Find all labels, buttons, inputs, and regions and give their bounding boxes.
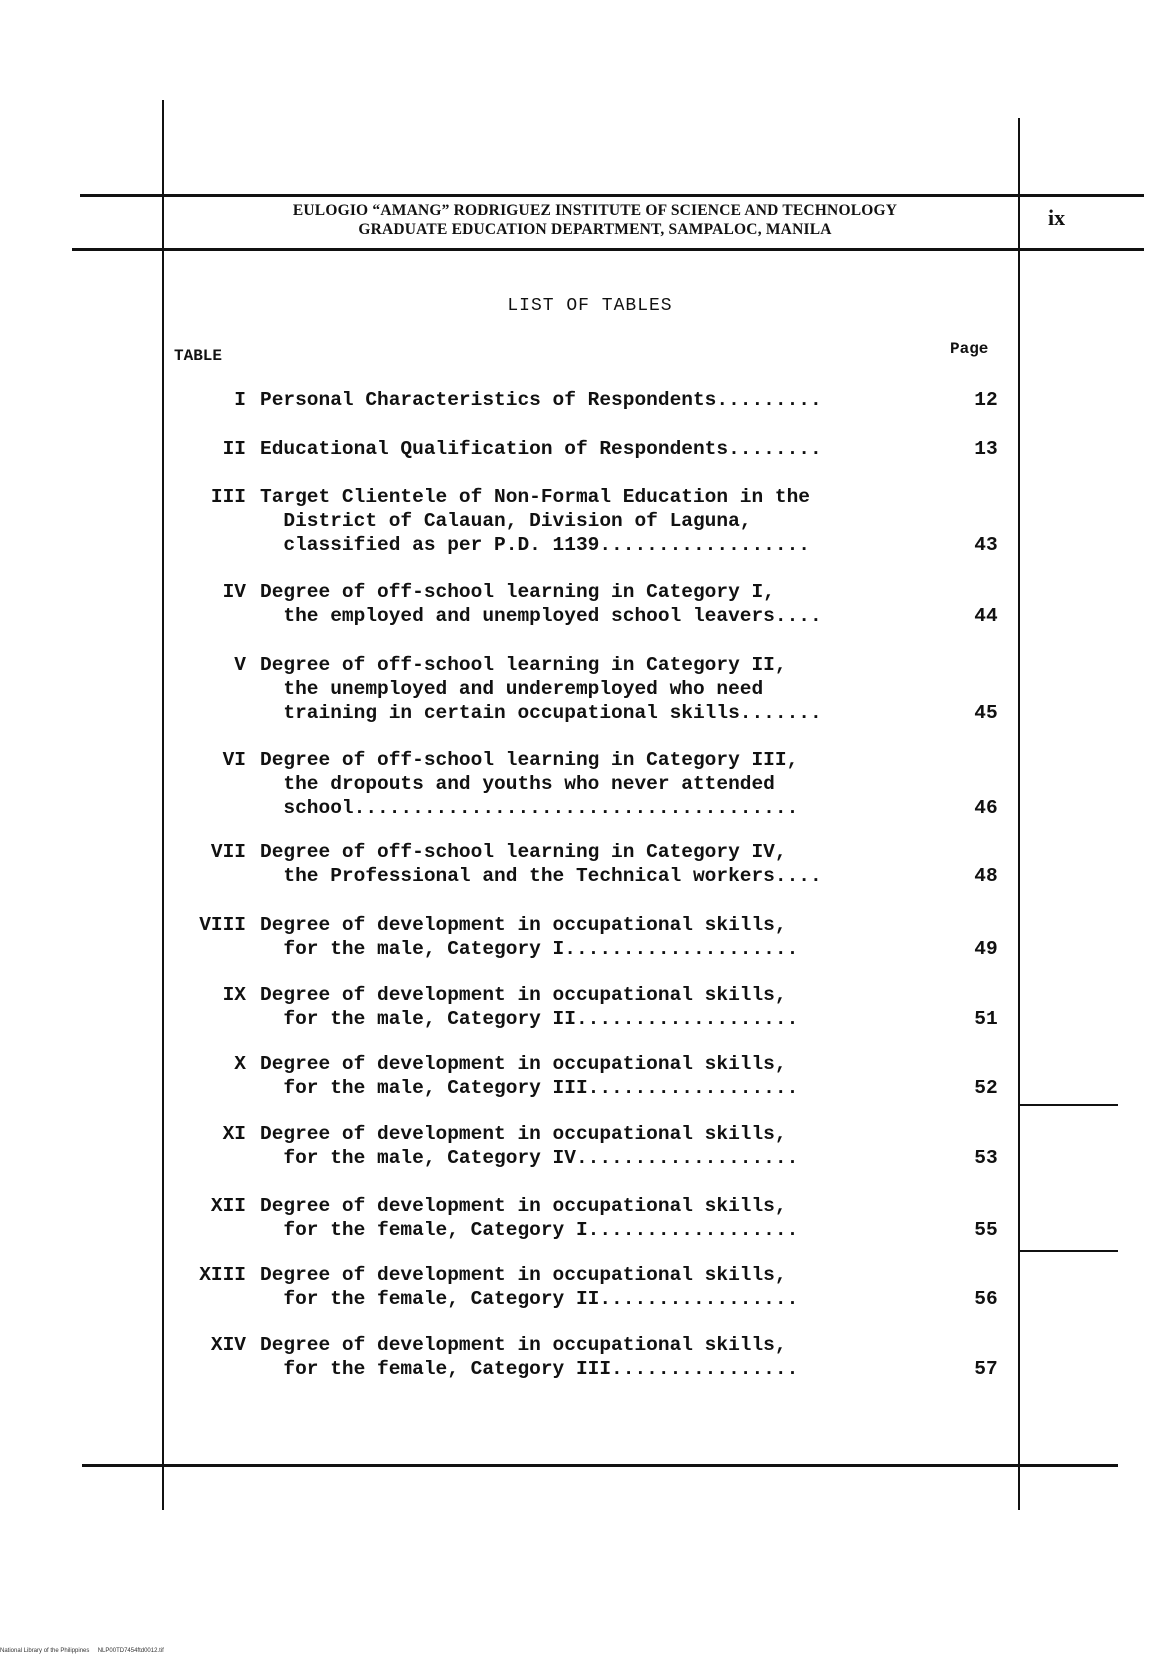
description-line: the unemployed and underemployed who need xyxy=(260,678,764,700)
table-page-number: 52 xyxy=(974,1077,998,1099)
description-line: Degree of off-school learning in Category IV, xyxy=(260,841,787,863)
table-description xyxy=(260,913,960,961)
table-page-number: 57 xyxy=(974,1358,998,1380)
table-page-number: 12 xyxy=(974,389,998,411)
page-number: ix xyxy=(1048,205,1066,230)
table-page-number: 43 xyxy=(974,534,998,556)
table-page-number: 49 xyxy=(974,938,998,960)
description-line: Degree of development in occupational skills, xyxy=(260,1123,787,1145)
table-numeral: VI xyxy=(222,749,246,771)
table-description xyxy=(260,840,960,888)
table-numeral: IX xyxy=(222,984,246,1006)
table-page-number: 56 xyxy=(974,1288,998,1310)
right-margin-rule xyxy=(1018,118,1020,1510)
description-line: Educational Qualification of Respondents........ xyxy=(260,438,822,460)
description-line: the Professional and the Technical workers.... xyxy=(260,865,822,887)
description-line: Degree of off-school learning in Category III, xyxy=(260,749,799,771)
table-numeral: VIII xyxy=(199,914,246,936)
table-numeral: XIV xyxy=(210,1334,246,1356)
table-column-header: TABLE xyxy=(174,347,223,365)
description-line: classified as per P.D. 1139.................. xyxy=(260,534,810,556)
description-line: Degree of development in occupational skills, xyxy=(260,1053,787,1075)
description-line: for the male, Category I.................... xyxy=(260,938,799,960)
description-line: District of Calauan, Division of Laguna, xyxy=(260,510,752,532)
table-description xyxy=(260,1333,960,1381)
table-page-number: 13 xyxy=(974,438,998,460)
description-line: Degree of off-school learning in Category II, xyxy=(260,654,787,676)
description-line: training in certain occupational skills....... xyxy=(260,702,822,724)
scan-footer-note: National Library of the Philippines NLP00TD7454ftd0012.tif xyxy=(0,1648,164,1654)
footer-rule xyxy=(82,1464,1118,1467)
description-line: Degree of development in occupational skills, xyxy=(260,984,787,1006)
header-bottom-rule xyxy=(72,248,1144,251)
table-numeral: IV xyxy=(222,581,246,603)
table-description xyxy=(260,748,960,820)
page-title: LIST OF TABLES xyxy=(507,296,673,316)
description-line: for the female, Category III................ xyxy=(260,1358,799,1380)
table-description xyxy=(260,388,960,412)
description-line: Degree of development in occupational skills, xyxy=(260,1195,787,1217)
table-page-number: 55 xyxy=(974,1219,998,1241)
table-description xyxy=(260,437,960,461)
institution-name: EULOGIO “AMANG” RODRIGUEZ INSTITUTE OF SCIENCE AND TECHNOLOGY xyxy=(292,202,898,219)
table-description xyxy=(260,485,960,557)
left-margin-rule xyxy=(162,100,164,1510)
table-numeral: III xyxy=(210,486,246,508)
table-description xyxy=(260,1122,960,1170)
letterhead xyxy=(170,201,1020,239)
table-page-number: 51 xyxy=(974,1008,998,1030)
description-line: for the female, Category I.................. xyxy=(260,1219,799,1241)
description-line: for the female, Category II................. xyxy=(260,1288,799,1310)
table-page-number: 45 xyxy=(974,702,998,724)
table-page-number: 46 xyxy=(974,797,998,819)
table-numeral: VII xyxy=(210,841,246,863)
description-line: Target Clientele of Non-Formal Education in the xyxy=(260,486,810,508)
table-description xyxy=(260,983,960,1031)
description-line: the employed and unemployed school leavers.... xyxy=(260,605,822,627)
table-page-number: 48 xyxy=(974,865,998,887)
description-line: Degree of development in occupational skills, xyxy=(260,1264,787,1286)
tab-rule-lower xyxy=(1018,1250,1118,1252)
description-line: the dropouts and youths who never attended xyxy=(260,773,775,795)
description-line: Degree of development in occupational skills, xyxy=(260,914,787,936)
description-line: for the male, Category II................... xyxy=(260,1008,799,1030)
description-line: for the male, Category III.................. xyxy=(260,1077,799,1099)
table-numeral: XIII xyxy=(199,1264,246,1286)
table-numeral: I xyxy=(234,389,246,411)
department-address: GRADUATE EDUCATION DEPARTMENT, SAMPALOC, MANILA xyxy=(358,221,832,238)
table-numeral: II xyxy=(222,438,246,460)
table-numeral: XI xyxy=(222,1123,246,1145)
table-page-number: 44 xyxy=(974,605,998,627)
description-line: Personal Characteristics of Respondents......... xyxy=(260,389,822,411)
table-page-number: 53 xyxy=(974,1147,998,1169)
header-top-rule xyxy=(80,194,1144,197)
description-line: Degree of development in occupational skills, xyxy=(260,1334,787,1356)
table-numeral: V xyxy=(234,654,246,676)
table-description xyxy=(260,580,960,628)
table-numeral: X xyxy=(234,1053,246,1075)
description-line: for the male, Category IV................... xyxy=(260,1147,799,1169)
table-description xyxy=(260,653,960,725)
table-description xyxy=(260,1052,960,1100)
description-line: Degree of off-school learning in Category I, xyxy=(260,581,775,603)
table-description xyxy=(260,1194,960,1242)
page-column-header: Page xyxy=(950,340,989,358)
tab-rule-upper xyxy=(1018,1104,1118,1106)
table-numeral: XII xyxy=(210,1195,246,1217)
table-description xyxy=(260,1263,960,1311)
description-line: school...................................... xyxy=(260,797,799,819)
